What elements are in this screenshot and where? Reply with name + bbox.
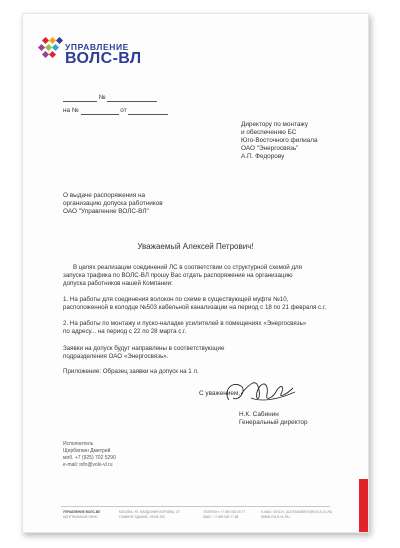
body-line: 1. На работы для соединения волокон по схеме в существующей муфте №10, xyxy=(63,296,289,303)
subject-line: организацию допуска работников xyxy=(63,200,163,207)
footer-company: ЦЕНТРАЛЬНЫЙ ОФИС xyxy=(63,515,98,519)
attachment-line: Приложение: Образец заявки на допуск на 1 л. xyxy=(63,368,199,375)
body-line: В целях реализации соединений ЛС в соответствии со структурной схемой для xyxy=(73,264,303,271)
body-line: запуска трафика по ВОЛС-ВЛ прошу Вас отдать распоряжение на организацию xyxy=(63,272,293,279)
executor-line: Исполнитель xyxy=(63,441,94,447)
recipient-line: ОАО "Энергосвязь" xyxy=(241,145,299,152)
signatory-position: Генеральный директор xyxy=(239,419,308,426)
footer-phone: ТЕЛЕФОН: +7 495 000 00 77 xyxy=(203,510,246,514)
executor-line: Щербаткин Дмитрий xyxy=(63,448,111,454)
regards-text: С уважением, xyxy=(199,390,241,397)
body-line: подразделения ОАО «Энергосвязь». xyxy=(63,353,169,360)
subject-line: ОАО "Управление ВОЛС-ВЛ" xyxy=(63,208,149,215)
body-line: Заявки на допуск будут направлены в соответствующие xyxy=(63,345,225,352)
footer-email: E-MAIL: VIOLLY_ALEXSANDROV@VOLS-VL.RU xyxy=(261,510,333,514)
accent-bar xyxy=(359,479,368,532)
recipient-line: Директору по монтажу xyxy=(241,121,308,128)
handwritten-signature-icon xyxy=(221,372,301,412)
recipient-line: Юго-Восточного филиала xyxy=(241,137,318,144)
logo-line2: ВОЛС-ВЛ xyxy=(65,50,142,67)
footer-address: ГЛАВНОЕ ЗДАНИЕ, ЭТАЖ 333 xyxy=(119,515,165,519)
greeting: Уважаемый Алексей Петрович! xyxy=(137,242,254,251)
recipient-line: А.П. Федорову xyxy=(241,153,285,160)
body-line: расположенной в колодце №503 кабельной канализации на период с 18 по 21 февраля с.г. xyxy=(63,304,327,311)
footer-website: WWW.VOLS-VL.RU xyxy=(261,515,290,519)
recipient-line: и обеспечению БС xyxy=(241,129,297,136)
executor-line: моб. +7 (925) 702 5290 xyxy=(63,455,116,461)
body-line: 2. На работы по монтажу и пуско-наладке усилителей в помещениях «Энергосвязь» xyxy=(63,320,307,327)
ref-number-row: № xyxy=(63,94,157,102)
logo-line1: УПРАВЛЕНИЕ xyxy=(65,42,129,52)
footer-divider xyxy=(61,506,330,507)
body-line: по адресу... на период с 22 по 28 марта с.г. xyxy=(63,328,187,335)
ref-incoming-row: на № от xyxy=(63,107,168,115)
executor-line: e-mail: info@vols-vl.ru xyxy=(63,462,113,468)
footer-company: УПРАВЛЕНИЕ ВОЛС-ВЛ xyxy=(63,510,101,514)
footer-address: МОСКВА, УЛ. МАЛДОНИЯ КОРЧЕВА, 37 xyxy=(119,510,180,514)
body-line: допуска работников нашей Компании: xyxy=(63,280,173,287)
footer-fax: ФАКС: +7 495 000 77 88 xyxy=(203,515,239,519)
signatory-name: Н.К. Сабинин xyxy=(239,411,279,418)
letter-sheet xyxy=(22,13,369,533)
subject-line: О выдаче распоряжения на xyxy=(63,192,146,199)
